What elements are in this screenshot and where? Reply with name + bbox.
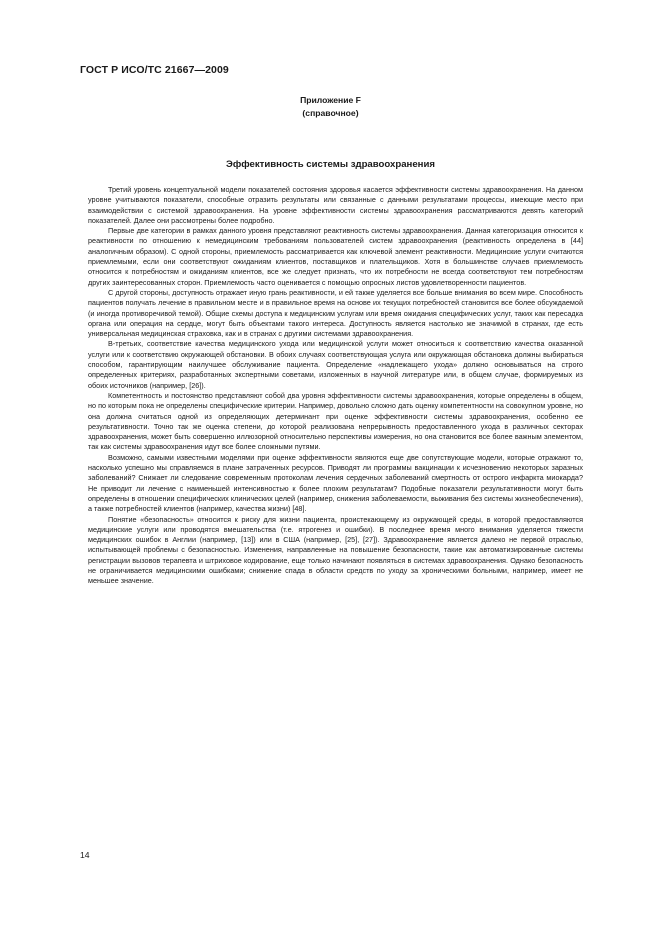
paragraph-3: С другой стороны, доступность отражает иную грань реактивности, и ей также уделяется все больше внимания во всем мире. Способность пациентов получать лечение в правильном месте и в правильное время на основе их текущих потребностей становится все более обсуждаемой (и иногда противоречивой темой). Общие схемы доступа к медицинским услугам или время ожидания специфических услуг, таких как пересадка органа или операция на сердце, могут быть объектами такого интереса. Доступность является настолько же значимой в странах, где есть универсальная медицинская страховка, как и в странах с другими системами здравоохранения. [88, 287, 583, 339]
annex-label: Приложение F [300, 95, 361, 105]
annex-heading [0, 94, 661, 119]
paragraph-2: Первые две категории в рамках данного уровня представляют реактивность системы здравоохранения. Данная категоризация относится к реактивности по отношению к немедицинским требованиям пользователей систем здравоохранения (реактивность определена в [44] аналогичным образом). С одной стороны, приемлемость рассматривается как ключевой элемент реактивности. Медицинские услуги считаются приемлемыми, если они соответствуют ожиданиям клиентов, поставщиков и плательщиков. Хотя в большинстве случаев приемлемость относится к потребностям и ожиданиям клиентов, все же следует признать, что их потребности не всегда соответствуют тем потребностям других заинтересованных сторон. Приемлемость часто оценивается с помощью опросных листов удовлетворенности пациентов. [88, 226, 583, 287]
paragraph-5: Компетентность и постоянство представляют собой два уровня эффективности системы здравоохранения, которые определены в общем, но по которым пока не определены специфические критерии. Например, довольно сложно дать оценку компетентности на совокупном уровне, но она должна считаться одной из определяющих детерминант при оценке эффективности системы здравоохранения, особенно ее результативности. Точно так же оценка степени, до которой реализована непрерывность предоставленного ухода в различных секторах здравоохранения, может быть совершенно иллюзорной относительно перспективы измерения, но она становится все более важным элементом, так как системы здравоохранения идут все более сложными путями. [88, 390, 583, 452]
page-number: 14 [80, 850, 90, 860]
document-header: ГОСТ Р ИСО/ТС 21667—2009 [80, 64, 229, 76]
paragraph-6: Возможно, самыми известными моделями при оценке эффективности являются еще две сопутствующие модели, которые отражают то, насколько успешно мы справляемся в плане затраченных ресурсов. Приводят ли программы вакцинации к исчезновению некоторых заразных заболеваний? Снижает ли следование современным протоколам лечения сердечных заболеваний смертность от острого инфаркта миокарда? Не приводит ли лечение с наименьшей интенсивностью к более плохим результатам? Подобные показатели результативности могут быть определены в отношении специфических клинических целей (например, снижения заболеваемости, выживания без системы жизнеобеспечения), а также потребностей клиентов (например, качества жизни) [48]. [88, 452, 583, 514]
paragraph-7: Понятие «безопасность» относится к риску для жизни пациента, проистекающему из окружающей среды, в которой предоставляются медицинские услуги или проводятся вмешательства (т.е. ятрогенез и ошибки). В последнее время много внимания уделяется тяжести медицинских ошибок в Англии (например, [13]) или в США (например, [25], [27]). Здравоохранение является далеко не первой отраслью, испытывающей проблемы с безопасностью. Изменения, направленные на повышение безопасности, такие как автоматизированные системы регистрации вызовов терапевта и штриховое кодирование, еще только начинают появляться в системах здравоохранения. Однако безопасность не ограничивается медицинскими ошибками; снижение спада в области средств по уходу за хроническими больными, например, имеет не меньшее значение. [88, 514, 583, 586]
body-text [88, 185, 583, 587]
annex-type: (справочное) [302, 107, 359, 118]
paragraph-1: Третий уровень концептуальной модели показателей состояния здоровья касается эффективности системы здравоохранения. На данном уровне учитываются показатели, способные отразить результаты или связанные с данными результатами процессы, имеющие место при взаимодействии с системой здравоохранения. На уровне эффективности системы здравоохранения рассматриваются девять категорий показателей. Далее они рассмотрены более подробно. [88, 185, 583, 225]
section-title: Эффективность системы здравоохранения [226, 159, 435, 170]
paragraph-4: В-третьих, соответствие качества медицинского ухода или медицинской услуги может относиться к соответствию качества оказанной услуги или к соответствию окружающей обстановки. В обоих случаях соответствующая услуга или окружающая обстановка должны выбираться способом, гарантирующим наилучшее обслуживание пациента. Определение «надлежащего ухода» должно основываться на строго определенных критериях, разработанных экспертными советами, изложенных в научной литературе или, в общем случае, формируемых из обоих источников (например, [26]). [88, 339, 583, 390]
